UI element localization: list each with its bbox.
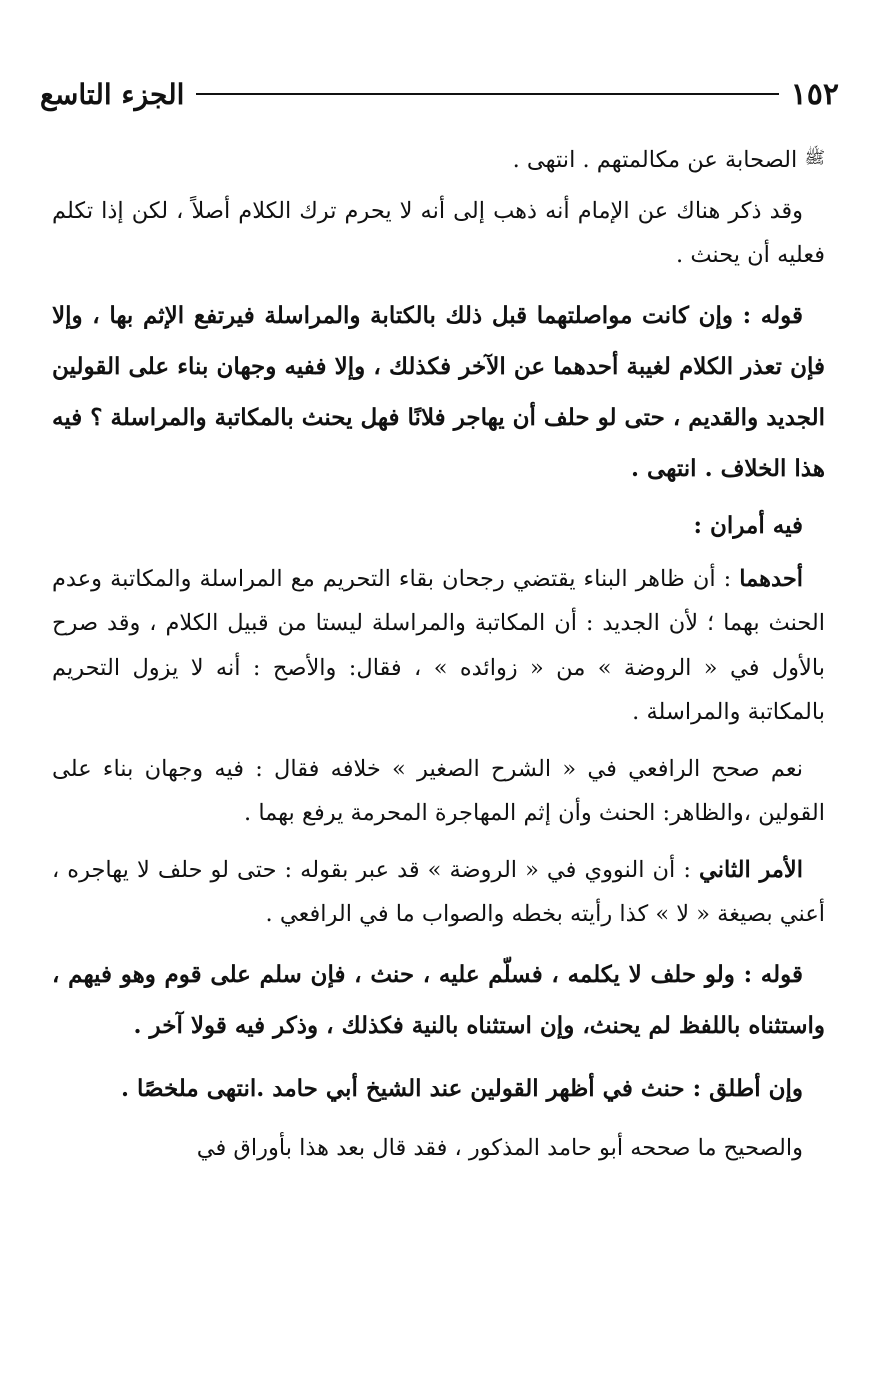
paragraph-9-quote: وإن أطلق : حنث في أظهر القولين عند الشيخ أبي حامد .انتهى ملخصًا . bbox=[120, 1074, 803, 1102]
paragraph-5-text: : أن ظاهر البناء يقتضي رجحان بقاء التحريم مع المراسلة والمكاتبة وعدم الحنث بهما ؛ لأن الجديد : أن المكاتبة والمراسلة ليستا من قبيل الكلام ، وقد صرح بالأول في « الروضة » من « زوائده » ، فقال: والأصح : أنه لا يزول التحريم بالمكاتبة والمراسلة . bbox=[52, 565, 825, 725]
paragraph-6: نعم صحح الرافعي في « الشرح الصغير » خلافه فقال : فيه وجهان بناء على القولين ،والظاهر: الحنث وأن إثم المهاجرة المحرمة يرفع بهما . bbox=[52, 755, 825, 826]
honorific-glyph: ﷺ bbox=[804, 148, 825, 168]
paragraph-8-quote: قوله : ولو حلف لا يكلمه ، فسلّم عليه ، حنث ، فإن سلم على قوم وهو فيهم ، واستثناه باللفظ لم يحنث، وإن استثناه بالنية فكذلك ، وذكر فيه قولا آخر . bbox=[52, 960, 825, 1039]
paragraph-2: وقد ذكر هناك عن الإمام أنه ذهب إلى أنه لا يحرم ترك الكلام أصلاً ، لكن إذا تكلم فعليه أن يحنث . bbox=[52, 197, 825, 268]
paragraph-3-quote: قوله : وإن كانت مواصلتهما قبل ذلك بالكتابة والمراسلة فيرتفع الإثم بها ، وإلا فإن تعذر الكلام لغيبة أحدهما عن الآخر فكذلك ، وإلا ففيه وجهان بناء على القولين الجديد والقديم ، حتى لو حلف أن يهاجر فلانًا فهل يحنث بالمكاتبة والمراسلة ؟ فيه هذا الخلاف . انتهى . bbox=[52, 301, 825, 482]
page-number: ١٥٢ bbox=[790, 76, 839, 112]
running-title: الجزء التاسع bbox=[40, 77, 185, 111]
paragraph-7 bbox=[52, 848, 825, 937]
paragraph-10: والصحيح ما صححه أبو حامد المذكور ، فقد قال بعد هذا بأوراق في bbox=[196, 1134, 803, 1161]
paragraph-1-text: الصحابة عن مكالمتهم . انتهى . bbox=[512, 147, 798, 173]
header-rule bbox=[196, 93, 778, 95]
paragraph-7-text: : أن النووي في « الروضة » قد عبر بقوله : حتى لو حلف لا يهاجره ، أعني بصيغة « لا » كذا رأيته بخطه والصواب ما في الرافعي . bbox=[52, 856, 825, 927]
paragraph-1 bbox=[52, 136, 825, 183]
page-header bbox=[40, 72, 839, 116]
paragraph-5-lead: أحدهما bbox=[739, 565, 803, 592]
paragraph-5 bbox=[52, 557, 825, 735]
paragraph-7-lead: الأمر الثاني bbox=[698, 856, 803, 883]
paragraph-4-heading: فيه أمران : bbox=[693, 511, 803, 539]
page-body bbox=[52, 136, 825, 1170]
